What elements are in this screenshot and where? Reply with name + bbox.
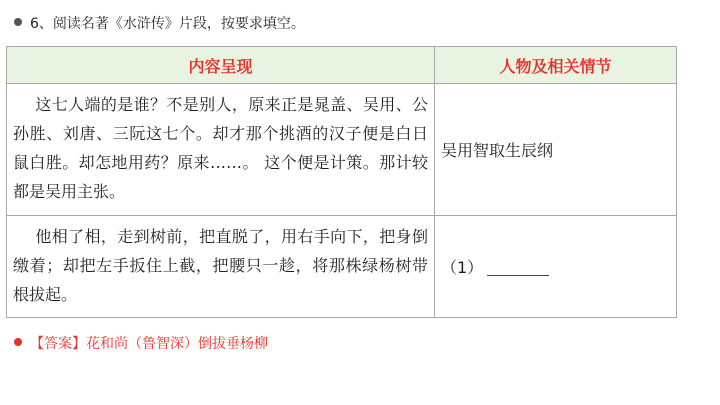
row-character-cell: [435, 84, 677, 216]
row-content-text: 这七人端的是谁？不是别人，原来正是晁盖、吴用、公孙胜、刘唐、三阮这七个。却才那个挑酒的汉子便是白日鼠白胜。却怎地用药？原来……。 这个便是计策。那计较都是吴用主张。: [13, 95, 428, 201]
header-content: 内容呈现: [7, 47, 435, 84]
question-text: 6、阅读名著《水浒传》片段，按要求填空。: [30, 16, 305, 32]
bullet-icon: [14, 338, 22, 346]
bullet-icon: [14, 18, 22, 26]
table-row: [7, 216, 677, 318]
table-header-row: [7, 47, 677, 84]
reading-table: [6, 46, 677, 318]
answer-blank[interactable]: [487, 261, 549, 276]
answer-line: [14, 334, 268, 354]
row-content-cell: [7, 84, 435, 216]
table-row: [7, 84, 677, 216]
row-content-cell: [7, 216, 435, 318]
row-content-text: 他相了相，走到树前，把直脱了，用右手向下，把身倒缴着；却把左手扳住上截，把腰只一趁，将那株绿杨树带根拔起。: [13, 227, 428, 304]
question-line: [14, 14, 305, 34]
row-character-cell: [435, 216, 677, 318]
header-character: 人物及相关情节: [435, 47, 677, 84]
row-character-text: 吴用智取生辰纲: [441, 141, 554, 160]
row-character-text: （1）: [441, 258, 484, 277]
answer-text: 【答案】花和尚（鲁智深）倒拔垂杨柳: [30, 336, 268, 352]
